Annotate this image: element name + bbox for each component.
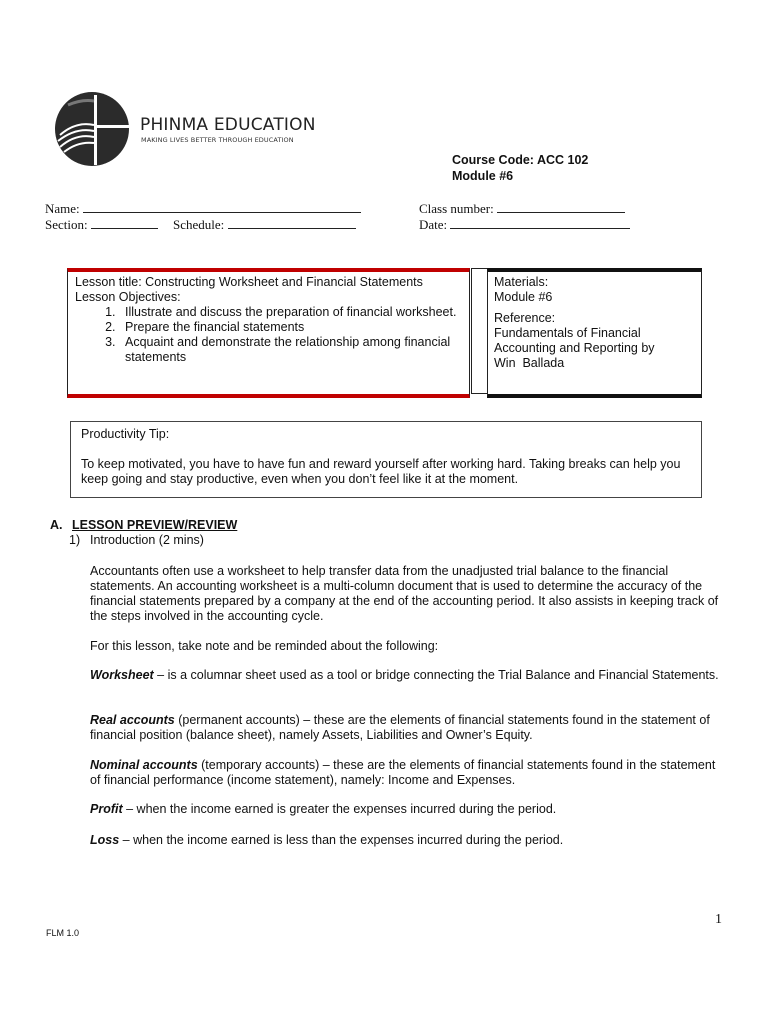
name-blank[interactable] xyxy=(83,201,361,213)
section-label: Section: xyxy=(45,217,88,232)
materials-box xyxy=(487,268,702,398)
schedule-label: Schedule: xyxy=(173,217,225,232)
lesson-box xyxy=(67,268,470,398)
reference-label: Reference: xyxy=(494,311,556,325)
term-name: Nominal accounts xyxy=(90,758,198,772)
schedule-blank[interactable] xyxy=(228,217,356,229)
term-nominal-accounts xyxy=(90,758,724,788)
productivity-tip-box xyxy=(70,421,702,498)
class-number-blank[interactable] xyxy=(497,201,625,213)
course-code: Course Code: ACC 102 xyxy=(452,153,589,167)
intro-marker: 1) xyxy=(69,533,81,547)
term-name: Worksheet xyxy=(90,668,154,682)
page-number: 1 xyxy=(715,912,722,927)
date-field[interactable] xyxy=(419,217,630,233)
term-loss xyxy=(90,833,724,848)
term-name: Profit xyxy=(90,802,123,816)
term-real-accounts xyxy=(90,713,724,743)
module-number: Module #6 xyxy=(452,169,514,183)
class-number-field[interactable] xyxy=(419,201,625,217)
term-definition: – when the income earned is greater the expenses incurred during the period. xyxy=(122,802,557,816)
class-number-label: Class number: xyxy=(419,201,494,216)
logo-name: PHINMA EDUCATION xyxy=(140,115,316,135)
section-blank[interactable] xyxy=(91,217,158,229)
term-definition: – when the income earned is less than the expenses incurred during the period. xyxy=(119,833,564,847)
objective-item: 3. Acquaint and demonstrate the relationship among financial statements xyxy=(119,335,469,365)
reminder-paragraph: For this lesson, take note and be reminded about the following: xyxy=(90,639,439,653)
term-name: Real accounts xyxy=(90,713,175,727)
tip-label: Productivity Tip: xyxy=(81,427,170,441)
term-definition: (temporary accounts) – these are the elements of financial statements found in the statement of financial performance (income statement), namely: Income and Expenses. xyxy=(90,758,716,787)
section-field[interactable] xyxy=(45,217,158,233)
materials-label: Materials: xyxy=(494,275,549,289)
term-profit xyxy=(90,802,724,817)
date-label: Date: xyxy=(419,217,448,232)
name-field[interactable] xyxy=(45,201,361,217)
materials-value: Module #6 xyxy=(494,290,553,304)
schedule-field[interactable] xyxy=(173,217,356,233)
intro-label: Introduction (2 mins) xyxy=(90,533,204,547)
term-definition: (permanent accounts) – these are the elements of financial statements found in the statement of financial position (balance sheet), namely Assets, Liabilities and Owner’s Equity. xyxy=(90,713,710,742)
tip-text: To keep motivated, you have to have fun and reward yourself after working hard. Taking breaks can help you keep going and stay productive, even when you don’t feel like it at the moment. xyxy=(81,457,681,486)
intro-paragraph: Accountants often use a worksheet to help transfer data from the unadjusted trial balance to the financial statements. An accounting worksheet is a multi-column document that is used to determine the accuracy of the financial statements prepared by a company at the end of the accounting period. It also assists in keeping track of the steps involved in the accounting cycle. xyxy=(90,564,719,623)
reference-line: Win Ballada xyxy=(494,356,565,370)
term-definition: – is a columnar sheet used as a tool or bridge connecting the Trial Balance and Financial Statements. xyxy=(153,668,719,682)
objective-item: 1. Illustrate and discuss the preparation of financial worksheet. xyxy=(119,305,469,320)
footer-version: FLM 1.0 xyxy=(46,928,80,938)
reference-line: Accounting and Reporting by xyxy=(494,341,655,355)
divider-box xyxy=(471,268,488,394)
objectives-label: Lesson Objectives: xyxy=(75,290,181,304)
date-blank[interactable] xyxy=(450,217,630,229)
name-label: Name: xyxy=(45,201,80,216)
objective-item: 2. Prepare the financial statements xyxy=(119,320,469,335)
objectives-list xyxy=(75,305,469,365)
section-a-marker: A. xyxy=(50,518,63,532)
term-worksheet xyxy=(90,668,724,683)
lesson-title: Lesson title: Constructing Worksheet and Financial Statements xyxy=(75,275,423,289)
logo-tagline: MAKING LIVES BETTER THROUGH EDUCATION xyxy=(141,136,294,144)
term-name: Loss xyxy=(90,833,120,847)
section-a-heading: LESSON PREVIEW/REVIEW xyxy=(72,518,238,532)
reference-line: Fundamentals of Financial xyxy=(494,326,641,340)
